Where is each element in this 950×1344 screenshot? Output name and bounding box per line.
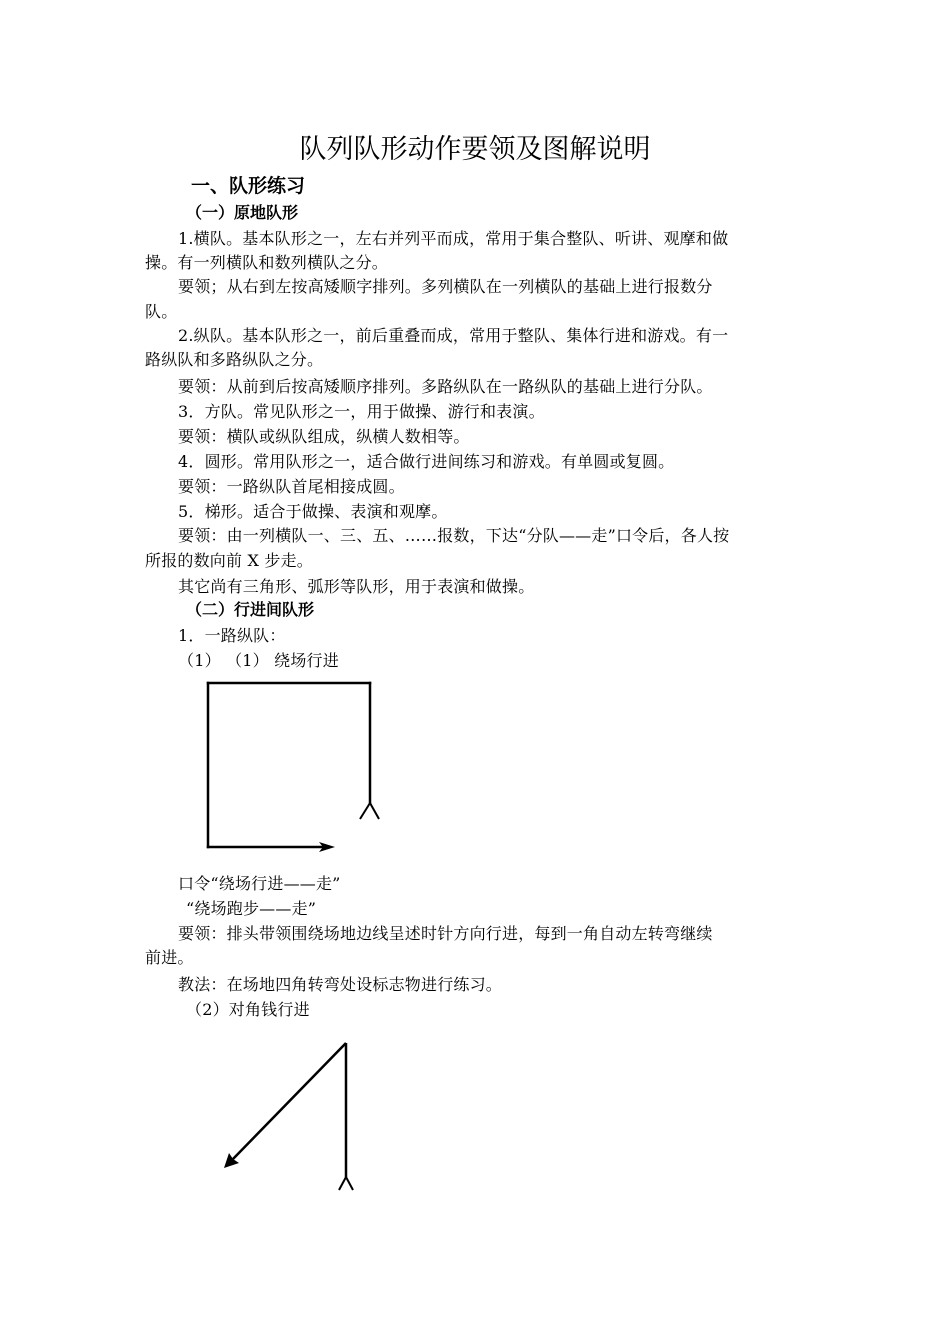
paragraph-line: 要领：横队或纵队组成，纵横人数相等。 xyxy=(178,427,470,446)
paragraph-line: 2.纵队。基本队形之一，前后重叠而成，常用于整队、集体行进和游戏。有一 xyxy=(178,326,729,345)
list-item: 1．一路纵队： xyxy=(178,626,286,645)
paragraph-line: 操。有一列横队和数列横队之分。 xyxy=(145,253,389,272)
list-item: （1） （1） 绕场行进 xyxy=(178,651,339,670)
command-line: 口令“绕场行进——走” xyxy=(178,874,341,893)
paragraph-line: 所报的数向前 X 步走。 xyxy=(145,551,313,570)
paragraph-line: 其它尚有三角形、弧形等队形，用于表演和做操。 xyxy=(178,577,535,596)
paragraph-line: 队。 xyxy=(145,302,178,321)
paragraph-line: 4．圆形。常用队形之一，适合做行进间练习和游戏。有单圆或复圆。 xyxy=(178,452,675,471)
paragraph-line: 路纵队和多路纵队之分。 xyxy=(145,350,324,369)
list-item: （2）对角钱行进 xyxy=(186,1000,310,1019)
paragraph-line: 要领：从前到后按高矮顺序排列。多路纵队在一路纵队的基础上进行分队。 xyxy=(178,377,713,396)
paragraph-line: 要领：由一列横队一、三、五、……报数，下达“分队——走”口令后，各人按 xyxy=(178,526,730,545)
paragraph-line: 3．方队。常见队形之一，用于做操、游行和表演。 xyxy=(178,402,545,421)
marcher-start-icon xyxy=(339,1177,353,1190)
paragraph-line: 要领；从右到左按高矮顺字排列。多列横队在一列横队的基础上进行报数分 xyxy=(178,277,713,296)
marcher-start-icon xyxy=(360,803,379,819)
subsection-heading-marching: （二）行进间队形 xyxy=(186,600,315,619)
paragraph-line: 要领：排头带领围绕场地边线呈述时针方向行进，每到一角自动左转弯继续 xyxy=(178,924,713,943)
paragraph-line: 5．梯形。适合于做操、表演和观摩。 xyxy=(178,502,448,521)
page-title: 队列队形动作要领及图解说明 xyxy=(299,134,651,165)
around-field-diagram xyxy=(195,675,395,860)
diagonal-march-diagram xyxy=(215,1035,365,1195)
subsection-heading-stationary: （一）原地队形 xyxy=(186,203,299,222)
section-heading: 一、队形练习 xyxy=(191,175,306,197)
paragraph-line: 要领：一路纵队首尾相接成圆。 xyxy=(178,477,405,496)
paragraph-line: 前进。 xyxy=(145,948,194,967)
paragraph-line: 1.横队。基本队形之一，左右并列平而成，常用于集合整队、听讲、观摩和做 xyxy=(178,229,729,248)
command-line: “绕场跑步——走” xyxy=(186,899,317,918)
paragraph-line: 教法：在场地四角转弯处设标志物进行练习。 xyxy=(178,975,503,994)
